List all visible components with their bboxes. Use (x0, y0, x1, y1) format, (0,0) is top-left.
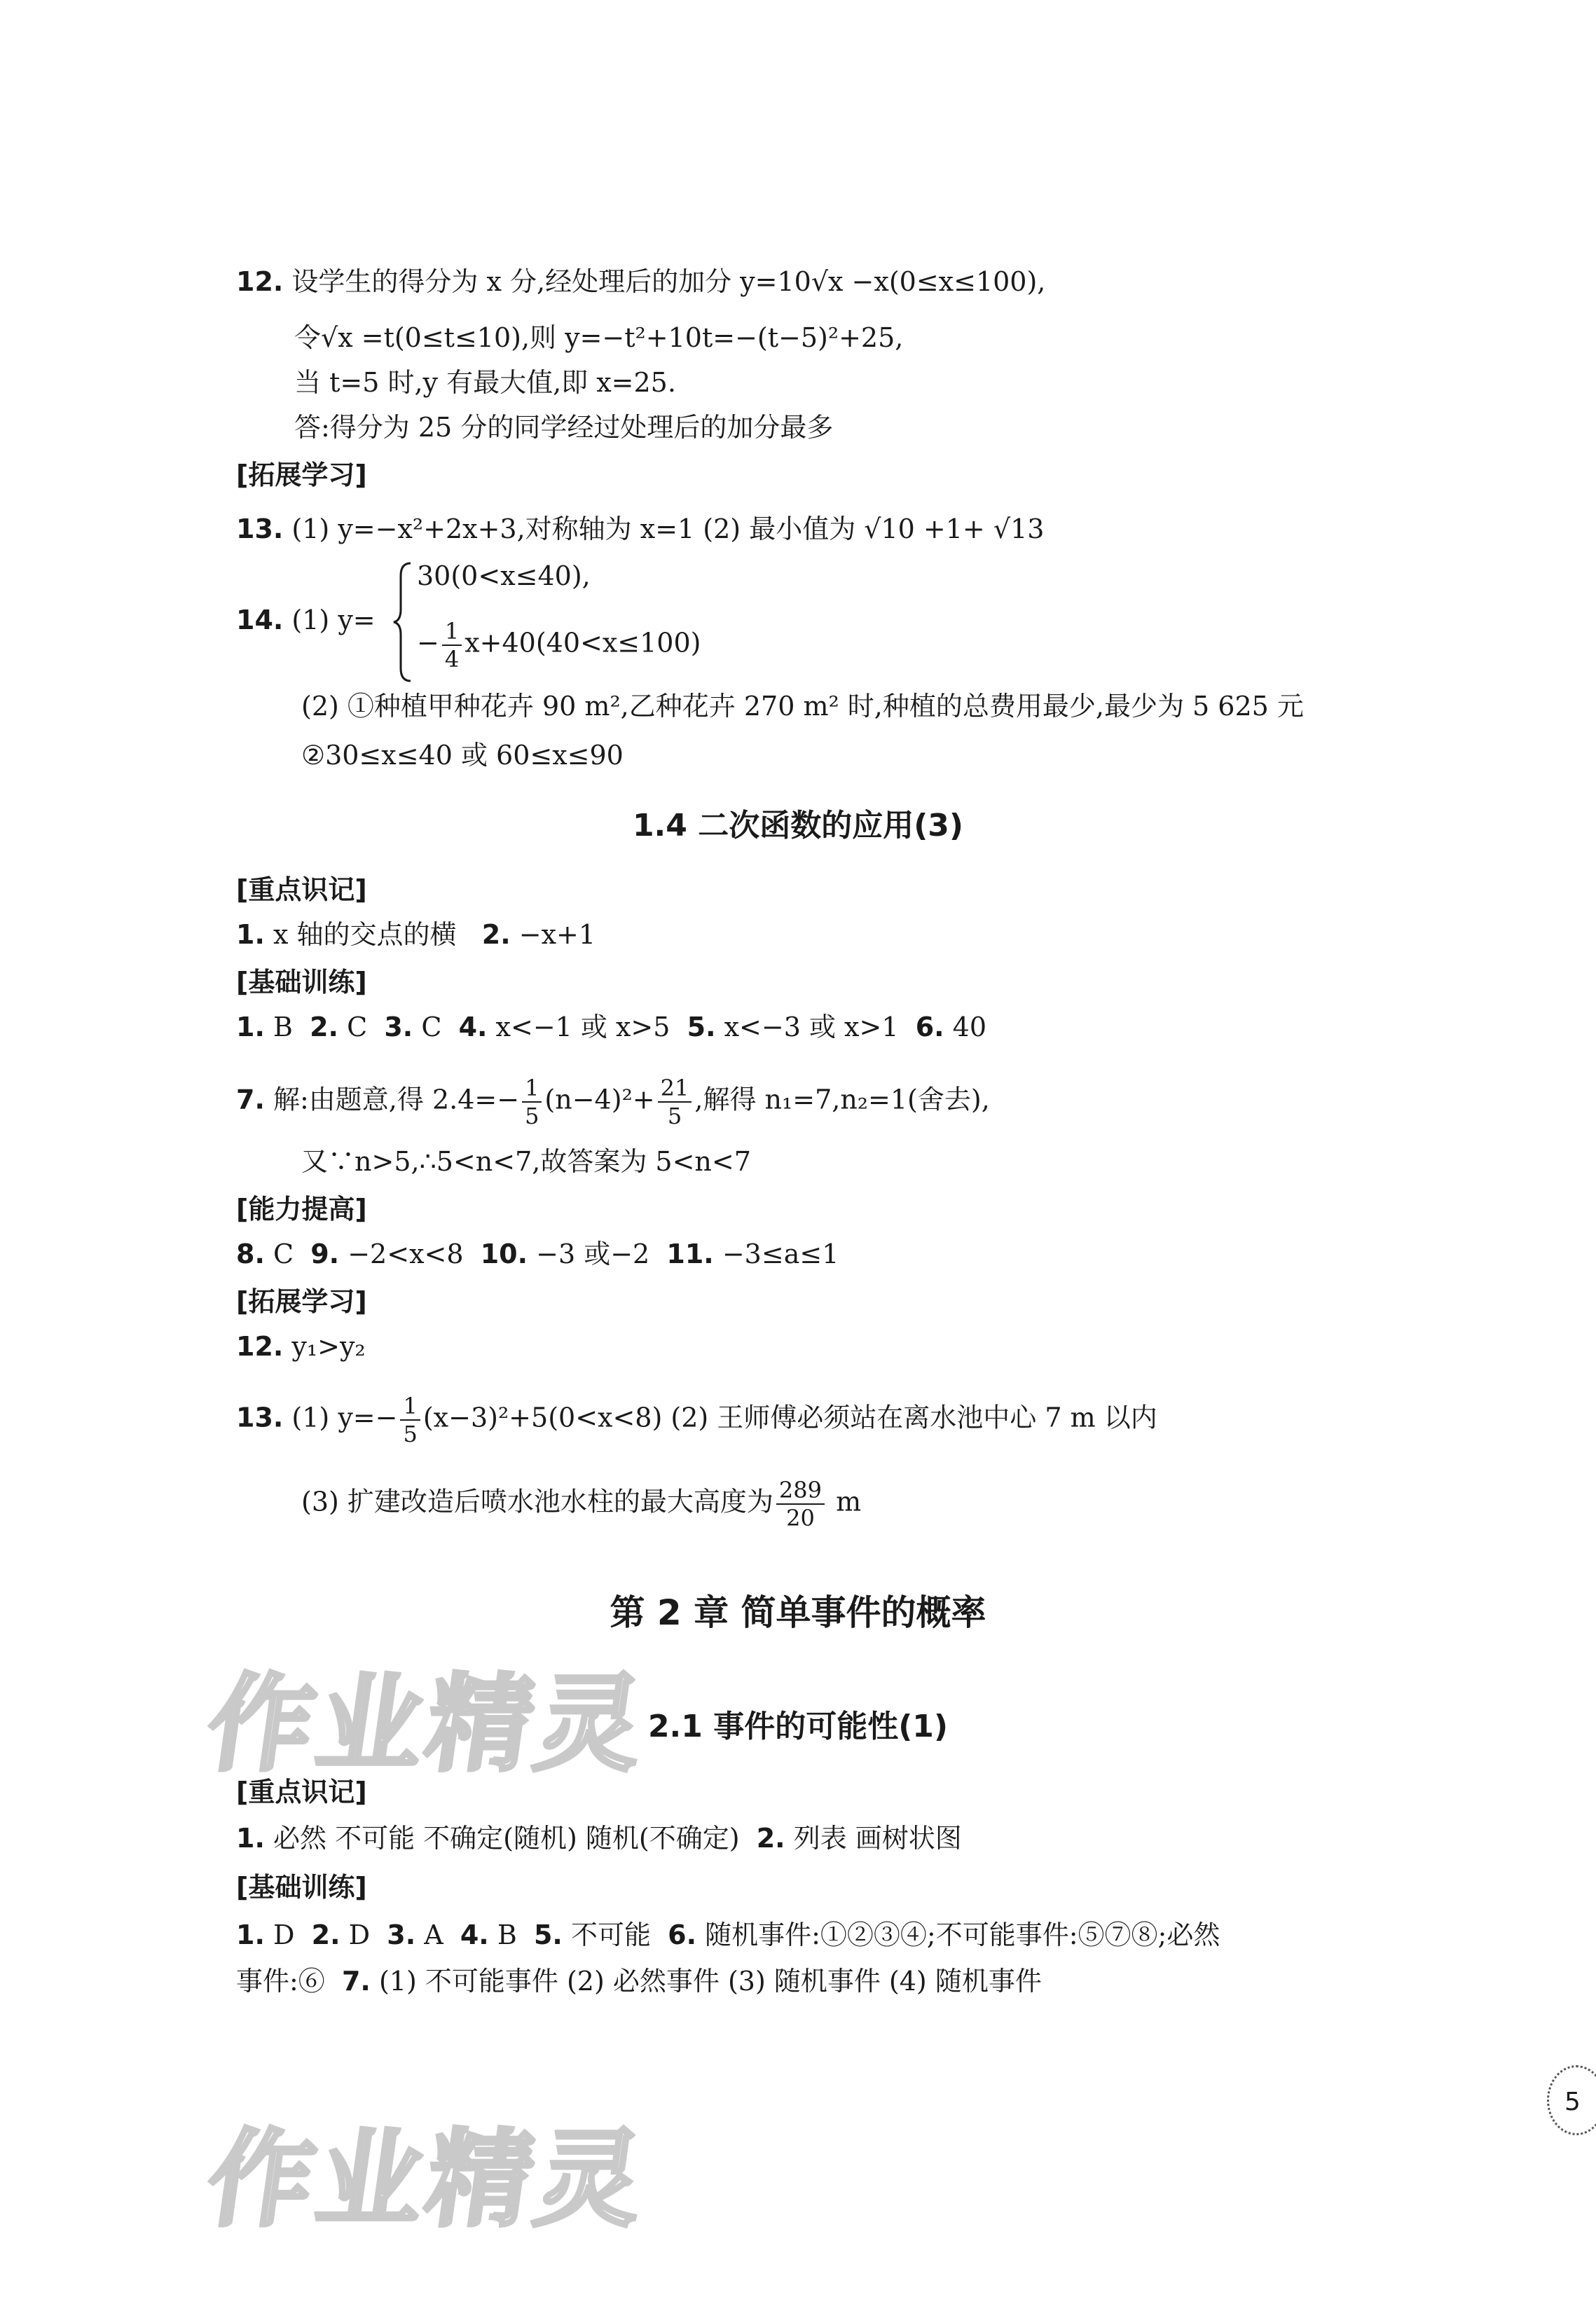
section-tuozhan-1: [拓展学习] (236, 460, 367, 490)
q14-frac-num: 1 (442, 618, 462, 646)
q7-f1-num: 1 (522, 1075, 542, 1103)
b3-line2 (236, 1960, 1042, 2002)
b1-num-6: 6. (915, 1012, 944, 1042)
q13a-line (236, 508, 1044, 550)
b2-num-10: 10. (480, 1239, 528, 1269)
q7-pre: 解:由题意,得 2.4=− (273, 1084, 520, 1115)
section-jichu-2: [基础训练] (236, 1872, 367, 1903)
q14-part2-line2: ②30≤x≤40 或 60≤x≤90 (301, 740, 624, 771)
q7-f2-num: 21 (658, 1075, 692, 1103)
q12-line4: 答:得分为 25 分的同学经过处理后的加分最多 (294, 412, 834, 443)
b3-l2-pre: 事件:⑥ (236, 1966, 325, 1997)
q13b-f2-num: 289 (776, 1477, 825, 1505)
q14-part2-line1: (2) ①种植甲种花卉 90 m²,乙种花卉 270 m² 时,种植的总费用最少,最少为 5 625 元 (301, 691, 1304, 722)
b1-num-3: 3. (384, 1012, 413, 1042)
b1-ans-3: C (421, 1012, 442, 1042)
q13b-fraction-2 (776, 1477, 825, 1531)
b2-line (236, 1233, 839, 1275)
q13b-pre: (1) y=− (291, 1402, 398, 1433)
b1-ans-2: C (347, 1012, 368, 1042)
q14-number: 14. (236, 605, 284, 635)
chapter-title: 第 2 章 简单事件的概率 (610, 1592, 986, 1633)
q13b-l2-pre: (3) 扩建改造后喷水池水柱的最大高度为 (301, 1486, 773, 1517)
b3-ans-6: 随机事件:①②③④;不可能事件:⑤⑦⑧;必然 (705, 1920, 1220, 1950)
z1-line (236, 914, 596, 956)
b1-ans-5: x<−3 或 x>1 (724, 1012, 899, 1042)
q13a-text: (1) y=−x²+2x+3,对称轴为 x=1 (2) 最小值为 √10 +1+ √13 (291, 514, 1045, 544)
q7-fraction-1 (522, 1075, 542, 1129)
b1-num-5: 5. (687, 1012, 716, 1042)
z2-num1: 1. (236, 1823, 265, 1854)
b3-num-1: 1. (236, 1920, 265, 1950)
q13a-number: 13. (236, 514, 284, 544)
q7-line1 (236, 1075, 990, 1129)
b3-ans-1: D (273, 1920, 295, 1950)
b2-ans-10: −3 或−2 (536, 1239, 650, 1269)
b3-line1 (236, 1914, 1220, 1956)
watermark-2: 作业精灵 (200, 2119, 655, 2241)
q7-line2: 又∵n>5,∴5<n<7,故答案为 5<n<7 (301, 1146, 751, 1177)
q7-fraction-2 (658, 1075, 692, 1129)
watermark-1: 作业精灵 (200, 1664, 655, 1786)
q13b-number: 13. (236, 1402, 284, 1433)
z1-ans1: x 轴的交点的横 (273, 919, 457, 950)
b3-ans-7: (1) 不可能事件 (2) 必然事件 (3) 随机事件 (4) 随机事件 (378, 1966, 1042, 1997)
section-nengli: [能力提高] (236, 1194, 367, 1225)
b3-num-7: 7. (341, 1966, 371, 1997)
q13b-f2-den: 20 (786, 1505, 815, 1531)
b2-ans-9: −2<x<8 (348, 1239, 464, 1269)
q12-line1 (236, 261, 1045, 303)
q12-number: 12. (236, 266, 284, 297)
q7-mid: (n−4)²+ (544, 1084, 655, 1115)
section-tuozhan-2: [拓展学习] (236, 1286, 367, 1317)
q12-line2: 令√x =t(0≤t≤10),则 y=−t²+10t=−(t−5)²+25, (294, 322, 904, 353)
piecewise-brace (392, 560, 413, 683)
b3-ans-2: D (348, 1920, 371, 1950)
b1-ans-1: B (273, 1012, 293, 1042)
q12b-text: y₁>y₂ (291, 1331, 366, 1362)
b3-num-3: 3. (387, 1920, 416, 1950)
b3-num-4: 4. (460, 1920, 489, 1950)
z2-ans1: 必然 不可能 不确定(随机) 随机(不确定) (273, 1823, 740, 1854)
b2-num-11: 11. (666, 1239, 714, 1269)
b3-num-5: 5. (533, 1920, 563, 1950)
b1-line (236, 1006, 986, 1048)
z2-line (236, 1817, 962, 1859)
section-title-1-4: 1.4 二次函数的应用(3) (632, 808, 964, 843)
b3-ans-4: B (497, 1920, 517, 1950)
q7-number: 7. (236, 1084, 265, 1115)
q13b-fraction (400, 1393, 420, 1447)
section-zhongdian-1: [重点识记] (236, 874, 367, 905)
b1-ans-6: 40 (952, 1012, 987, 1042)
q13b-line2 (301, 1477, 861, 1531)
section-zhongdian-2: [重点识记] (236, 1777, 367, 1807)
section-jichu-1: [基础训练] (236, 967, 367, 998)
q13b-l2-unit: m (836, 1486, 862, 1517)
b3-num-6: 6. (668, 1920, 697, 1950)
z1-num1: 1. (236, 919, 265, 950)
q7-post: ,解得 n₁=7,n₂=1(舍去), (694, 1084, 990, 1115)
q14-case2-text: x+40(40<x≤100) (465, 627, 701, 659)
b3-num-2: 2. (311, 1920, 340, 1950)
q7-f1-den: 5 (525, 1103, 539, 1129)
q7-f2-den: 5 (667, 1103, 682, 1129)
z1-ans2: −x+1 (518, 919, 596, 950)
q13b-line1 (236, 1393, 1157, 1447)
b1-num-2: 2. (310, 1012, 338, 1042)
b3-ans-3: A (424, 1920, 443, 1950)
q13b-frac-den: 5 (403, 1421, 418, 1447)
q14-y-label: (1) y= (291, 605, 376, 635)
q12b-line (236, 1325, 366, 1367)
b3-ans-5: 不可能 (570, 1920, 651, 1950)
q12b-number: 12. (236, 1331, 284, 1362)
b2-ans-8: C (273, 1239, 294, 1269)
q14-label (236, 599, 376, 641)
z1-num2: 2. (481, 919, 511, 950)
b1-ans-4: x<−1 或 x>5 (495, 1012, 670, 1042)
q14-case2-sign: − (417, 627, 439, 659)
b1-num-1: 1. (236, 1012, 265, 1042)
q13b-post: (x−3)²+5(0<x<8) (2) 王师傅必须站在离水池中心 7 m 以内 (422, 1402, 1157, 1433)
q14-fraction (442, 618, 462, 673)
q14-frac-den: 4 (444, 646, 460, 673)
b1-num-4: 4. (458, 1012, 488, 1042)
section-title-2-1: 2.1 事件的可能性(1) (647, 1709, 949, 1744)
q14-case1: 30(0<x≤40), (417, 560, 591, 591)
q14-case2 (417, 618, 701, 673)
q13b-frac-num: 1 (400, 1393, 420, 1421)
z2-num2: 2. (756, 1823, 785, 1854)
z2-ans2: 列表 画树状图 (793, 1823, 962, 1854)
b2-num-9: 9. (310, 1239, 340, 1269)
b2-num-8: 8. (236, 1239, 265, 1269)
b2-ans-11: −3≤a≤1 (722, 1239, 839, 1269)
q12-line3: 当 t=5 时,y 有最大值,即 x=25. (294, 367, 676, 398)
page-number: 5 (1547, 2065, 1596, 2135)
q12-text-1: 设学生的得分为 x 分,经处理后的加分 y=10√x −x(0≤x≤100), (291, 266, 1046, 297)
